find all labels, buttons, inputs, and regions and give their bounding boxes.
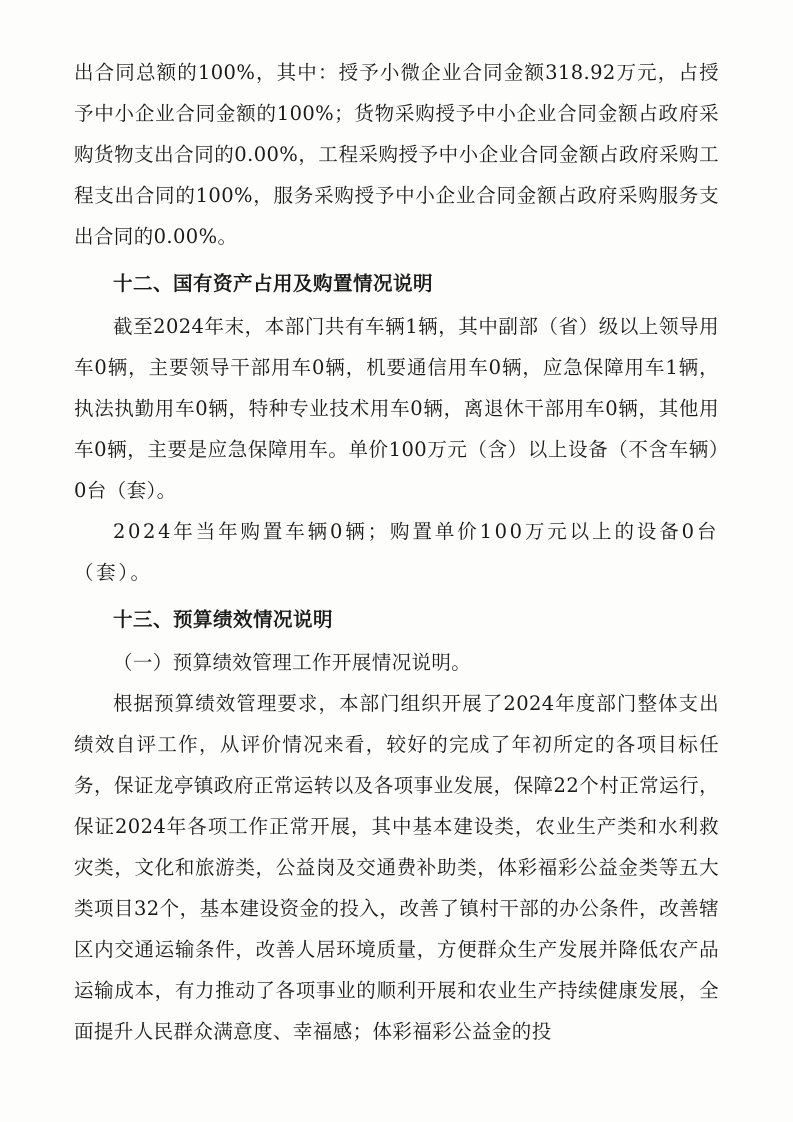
section-heading-12: 十二、国有资产占用及购置情况说明 xyxy=(113,272,434,295)
paragraph-purchase-2024: 2024年当年购置车辆0辆；购置单价100万元以上的设备0台（套）。 xyxy=(74,520,719,584)
section-heading-13: 十三、预算绩效情况说明 xyxy=(113,608,334,631)
paragraph-state-assets-vehicles: 截至2024年末，本部门共有车辆1辆，其中副部（省）级以上领导用车0辆，主要领导干部用车0辆，机要通信用车0辆，应急保障用车1辆，执法执勤用车0辆，特种专业技术用车0辆，离退休干部用车0辆，其他用车0辆，主要是应急保障用车。单价100万元（含）以上设备（不含车辆）0台（套）。 xyxy=(74,315,719,502)
sub-item-performance-management: （一）预算绩效管理工作开展情况说明。 xyxy=(113,651,472,674)
document-body xyxy=(74,52,719,1052)
paragraph-performance-evaluation: 根据预算绩效管理要求，本部门组织开展了2024年度部门整体支出绩效自评工作，从评价情况来看，较好的完成了年初所定的各项目标任务，保证龙亭镇政府正常运转以及各项事业发展，保障22个村正常运行，保证2024年各项工作正常开展，其中基本建设类，农业生产类和水利救灾类，文化和旅游类，公益岗及交通费补助类，体彩福彩公益金类等五大类项目32个，基本建设资金的投入，改善了镇村干部的办公条件，改善辖区内交通运输条件，改善人居环境质量，方便群众生产发展并降低农产品运输成本，有力推动了各项事业的顺利开展和农业生产持续健康发展，全面提升人民群众满意度、幸福感；体彩福彩公益金的投 xyxy=(74,692,719,1043)
paragraph-continued-sme: 出合同总额的100%，其中：授予小微企业合同金额318.92万元，占授予中小企业合同金额的100%；货物采购授予中小企业合同金额占政府采购货物支出合同的0.00%，工程采购授予中小企业合同金额占政府采购工程支出合同的100%，服务采购授予中小企业合同金额占政府采购服务支出合同的0.00%。 xyxy=(74,61,719,248)
